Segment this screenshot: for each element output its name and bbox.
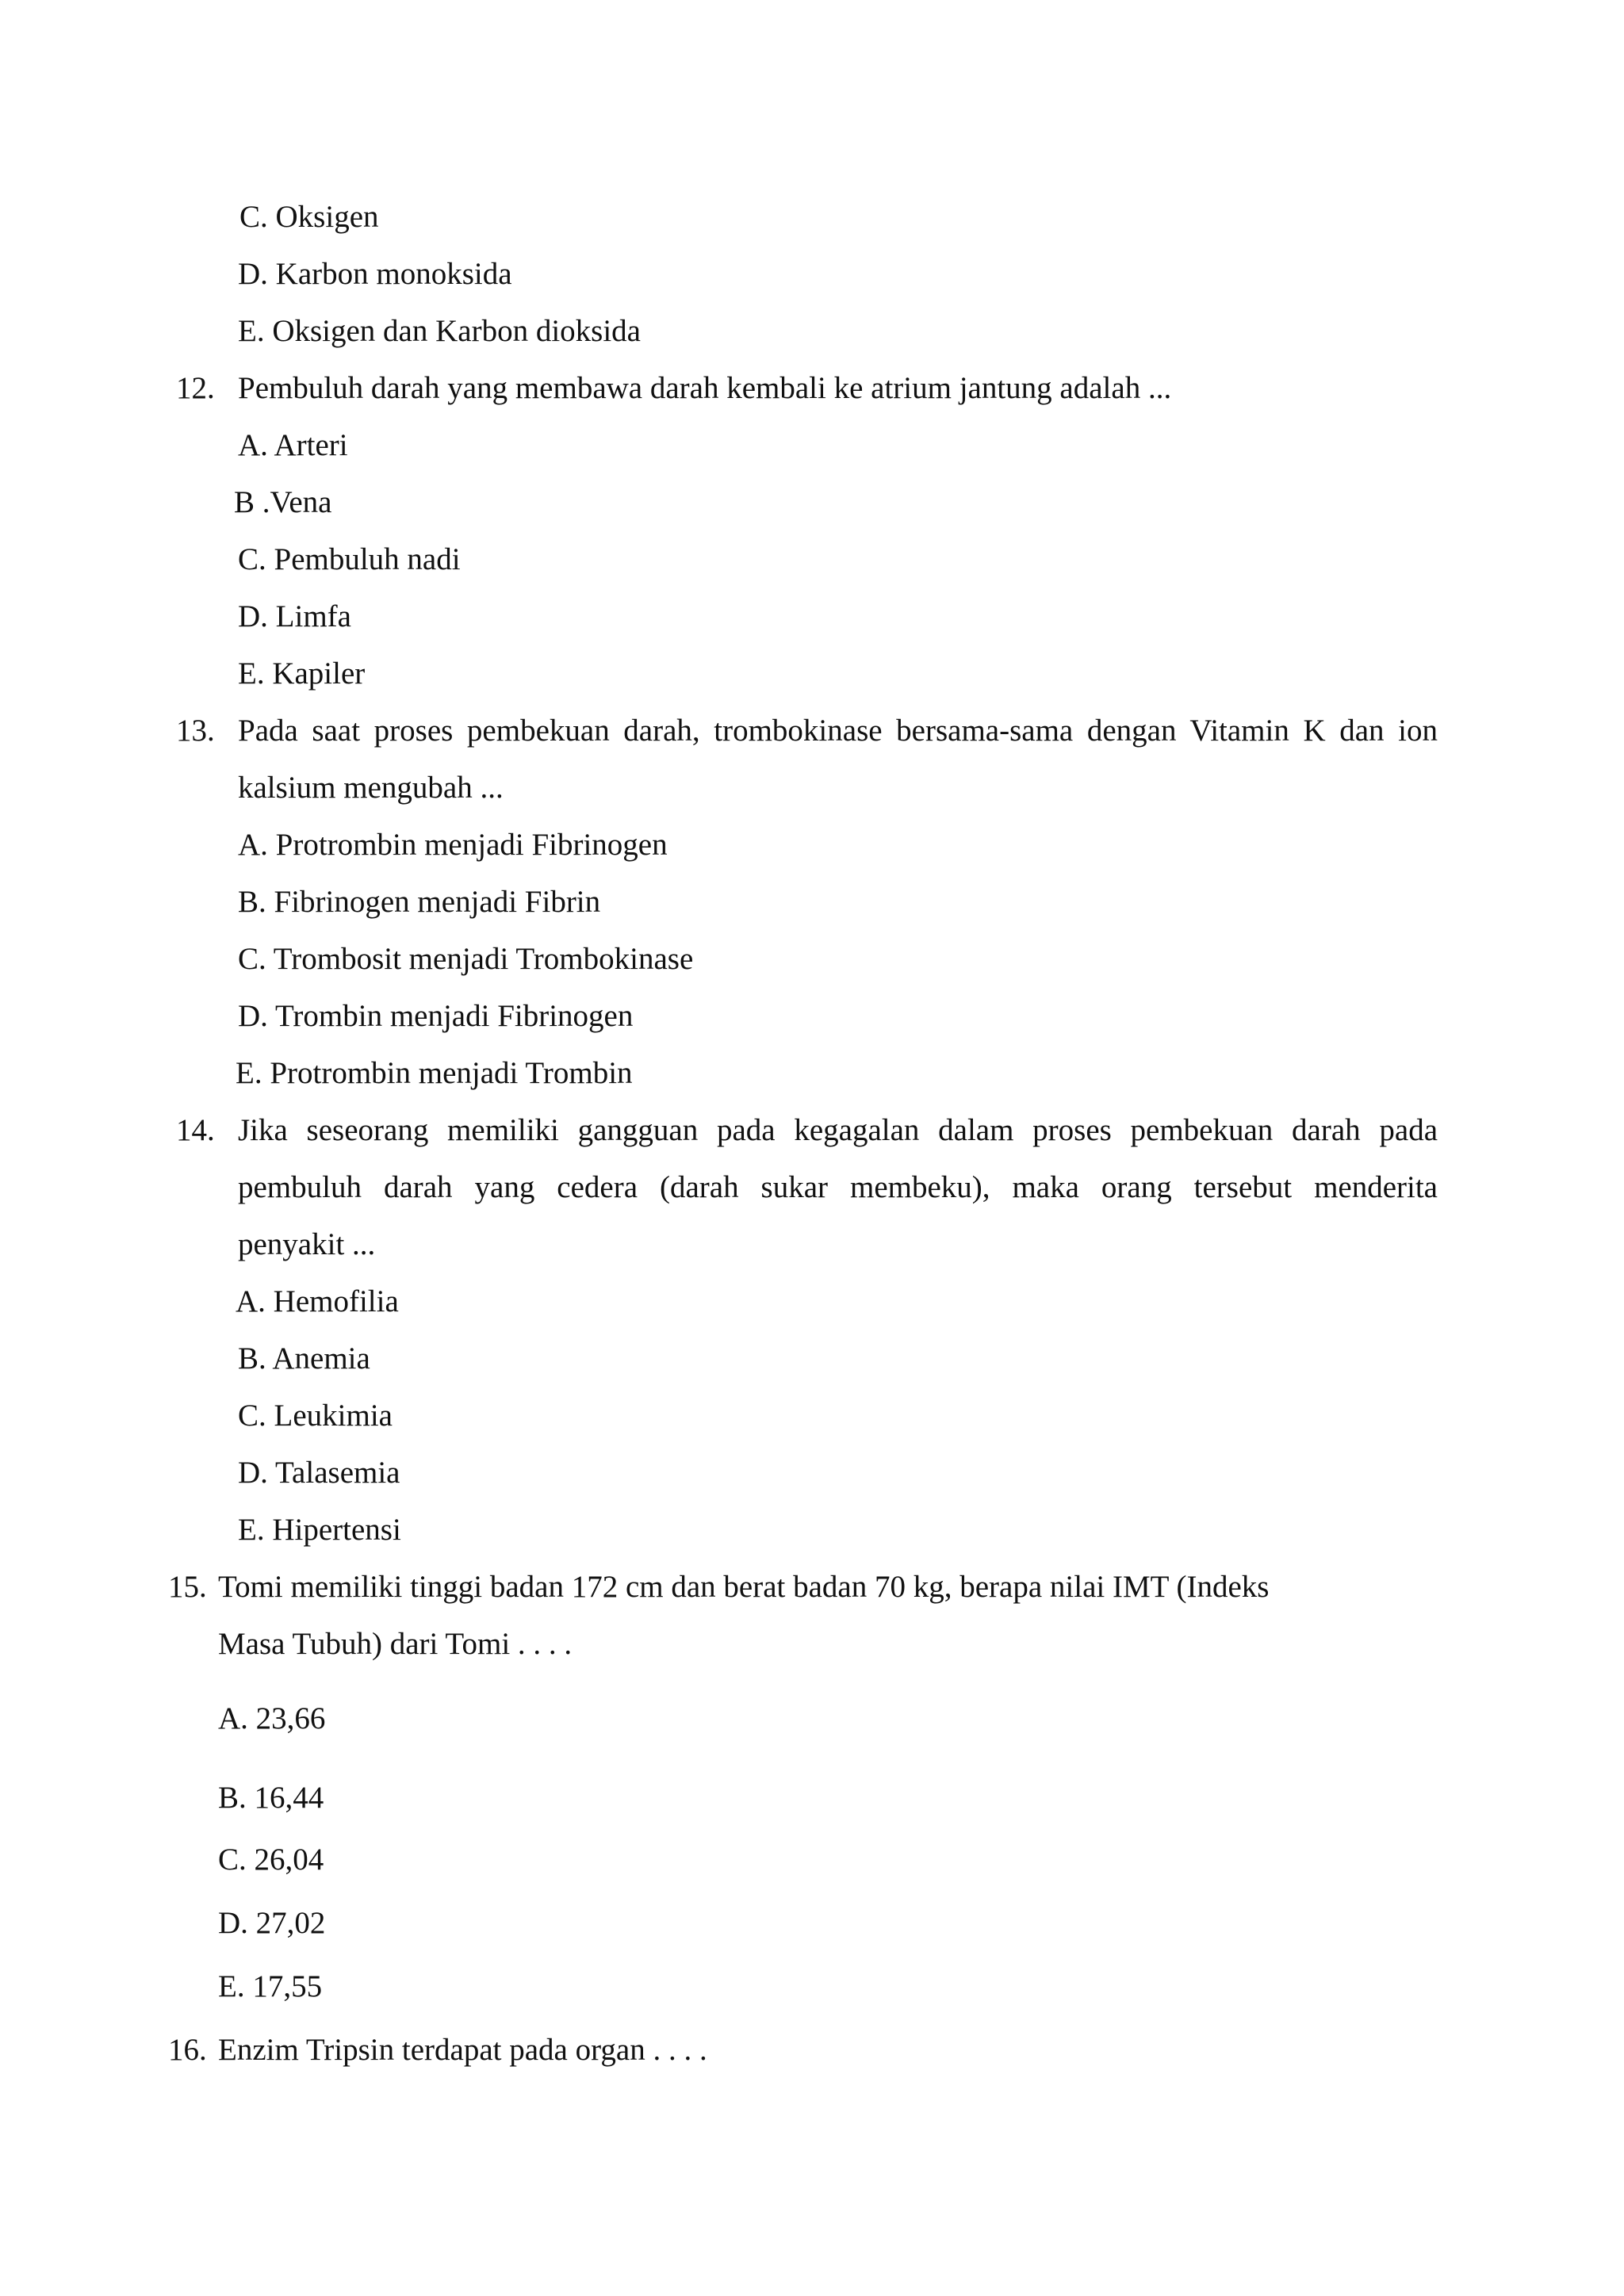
q16-text: Enzim Tripsin terdapat pada organ . . . . [218, 2033, 707, 2067]
q11-option-e: E. Oksigen dan Karbon dioksida [238, 314, 641, 348]
q16-number: 16. [168, 2033, 207, 2067]
q13-option-e: E. Protrombin menjadi Trombin [236, 1056, 633, 1090]
q14-option-d: D. Talasemia [238, 1456, 400, 1490]
q13-option-b: B. Fibrinogen menjadi Fibrin [238, 885, 601, 919]
q14-number: 14. [176, 1113, 215, 1147]
q14-option-e: E. Hipertensi [238, 1513, 401, 1547]
q14-text-line2: pembuluh darah yang cedera (darah sukar membeku), maka orang tersebut menderita [238, 1170, 1438, 1204]
q12-option-b: B .Vena [234, 485, 332, 519]
q14-text-line1: Jika seseorang memiliki gangguan pada kegagalan dalam proses pembekuan darah pada [238, 1113, 1438, 1147]
q15-option-e: E. 17,55 [218, 1969, 323, 2003]
q12-option-a: A. Arteri [238, 428, 348, 462]
q11-option-c: C. Oksigen [239, 200, 379, 234]
q14-option-b: B. Anemia [238, 1341, 370, 1376]
q14-option-a: A. Hemofilia [236, 1284, 399, 1318]
q15-text-line1: Tomi memiliki tinggi badan 172 cm dan berat badan 70 kg, berapa nilai IMT (Indeks [218, 1570, 1270, 1604]
q13-option-d: D. Trombin menjadi Fibrinogen [238, 999, 634, 1033]
q12-option-e: E. Kapiler [238, 656, 366, 691]
q15-text-line2: Masa Tubuh) dari Tomi . . . . [218, 1627, 573, 1661]
q12-text: Pembuluh darah yang membawa darah kembali ke atrium jantung adalah ... [238, 371, 1172, 405]
q13-text-line2: kalsium mengubah ... [238, 771, 504, 805]
q13-option-c: C. Trombosit menjadi Trombokinase [238, 942, 694, 976]
q12-option-d: D. Limfa [238, 599, 351, 633]
q14-option-c: C. Leukimia [238, 1399, 393, 1433]
q14-text-line3: penyakit ... [238, 1227, 376, 1261]
q12-number: 12. [176, 371, 215, 405]
q15-option-a: A. 23,66 [218, 1701, 326, 1735]
q11-option-d: D. Karbon monoksida [238, 257, 512, 291]
q13-text-line1: Pada saat proses pembekuan darah, trombokinase bersama-sama dengan Vitamin K dan ion [238, 714, 1438, 748]
q15-number: 15. [168, 1570, 207, 1604]
q12-option-c: C. Pembuluh nadi [238, 542, 461, 576]
q13-number: 13. [176, 714, 215, 748]
q15-option-b: B. 16,44 [218, 1781, 324, 1815]
q13-option-a: A. Protrombin menjadi Fibrinogen [238, 828, 668, 862]
q15-option-d: D. 27,02 [218, 1906, 326, 1940]
q15-option-c: C. 26,04 [218, 1843, 324, 1877]
